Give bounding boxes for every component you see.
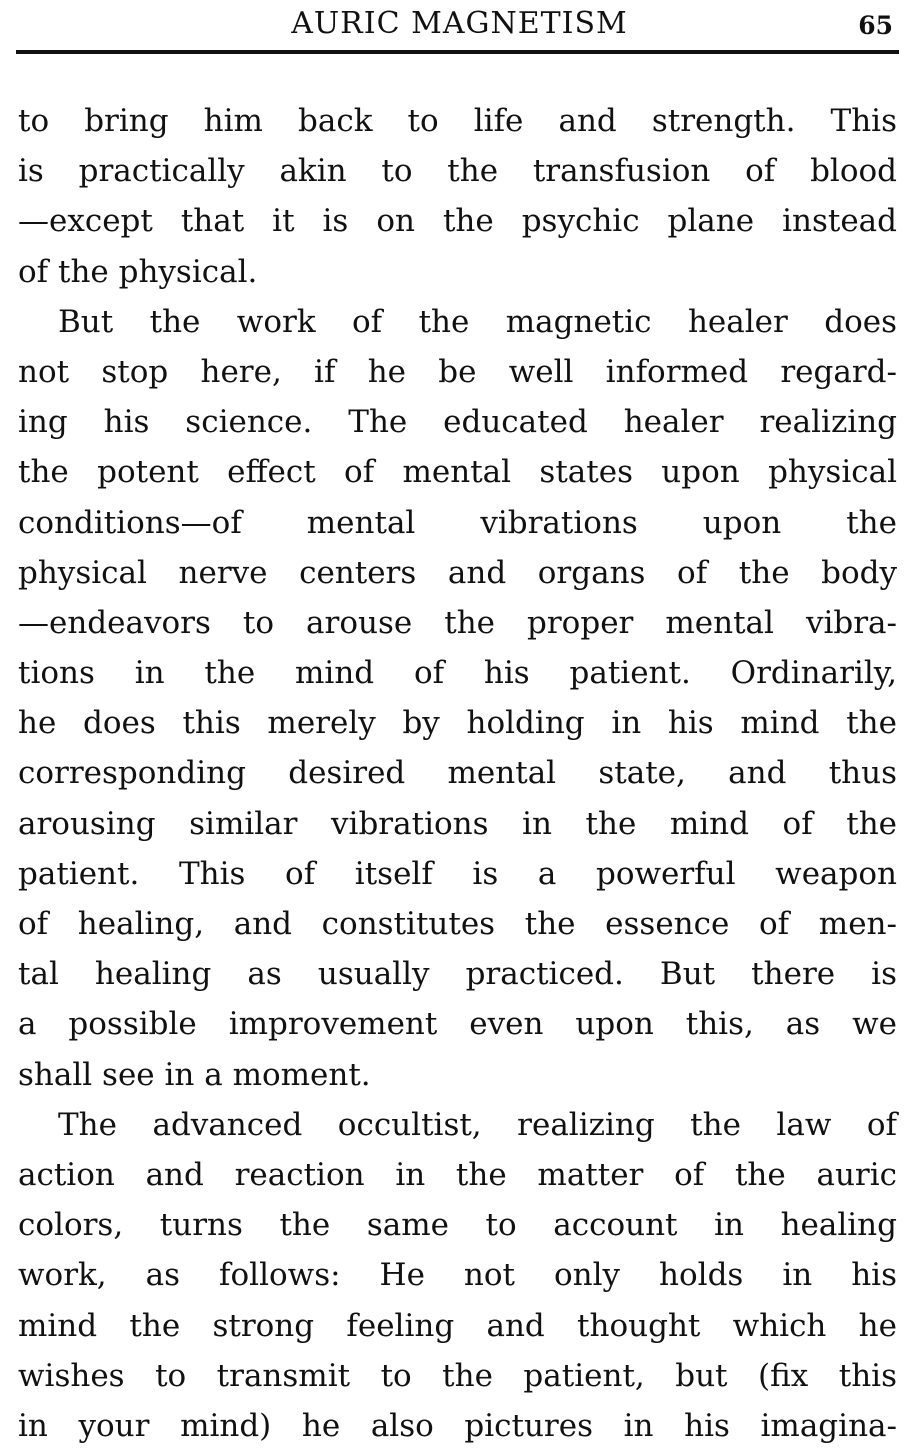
text-line: tal healing as usually practiced. But there is <box>18 956 897 993</box>
text-line: a possible improvement even upon this, as we <box>18 1006 897 1043</box>
text-line: —endeavors to arouse the proper mental vibra- <box>18 604 897 641</box>
text-line: to bring him back to life and strength. This <box>18 103 897 139</box>
text-line: in your mind) he also pictures in his imagina- <box>18 1407 897 1444</box>
text-line: tions in the mind of his patient. Ordinarily, <box>18 655 897 692</box>
text-line: the potent effect of mental states upon physical <box>18 454 897 491</box>
running-title: AURIC MAGNETISM <box>291 6 628 41</box>
text-line: conditions—of mental vibrations upon the <box>18 504 897 541</box>
text-line: But the work of the magnetic healer does <box>58 303 897 340</box>
text-line: The advanced occultist, realizing the law of <box>58 1106 897 1143</box>
text-line: action and reaction in the matter of the auric <box>18 1156 897 1193</box>
text-line: is practically akin to the transfusion of blood <box>18 153 897 190</box>
text-line: arousing similar vibrations in the mind of the <box>18 805 897 842</box>
text-line: of healing, and constitutes the essence of men- <box>18 906 897 942</box>
text-line: shall see in a moment. <box>18 1056 371 1093</box>
text-line: of the physical. <box>18 253 258 290</box>
text-line: ing his science. The educated healer realizing <box>18 404 897 441</box>
body-text <box>18 96 897 1451</box>
text-line: not stop here, if he be well informed regard- <box>18 353 897 390</box>
text-line: he does this merely by holding in his mind the <box>18 705 897 742</box>
text-line: colors, turns the same to account in healing <box>18 1207 897 1244</box>
text-line: wishes to transmit to the patient, but (fix this <box>18 1357 897 1394</box>
text-line: mind the strong feeling and thought which he <box>18 1307 897 1344</box>
running-header <box>18 4 901 48</box>
text-line: physical nerve centers and organs of the body <box>18 554 897 591</box>
page-number: 65 <box>858 11 893 40</box>
text-line: —except that it is on the psychic plane instead <box>18 203 897 240</box>
text-line: patient. This of itself is a powerful weapon <box>18 855 897 892</box>
text-line: corresponding desired mental state, and thus <box>18 755 897 792</box>
text-line: work, as follows: He not only holds in his <box>18 1257 897 1294</box>
header-rule <box>16 50 899 54</box>
